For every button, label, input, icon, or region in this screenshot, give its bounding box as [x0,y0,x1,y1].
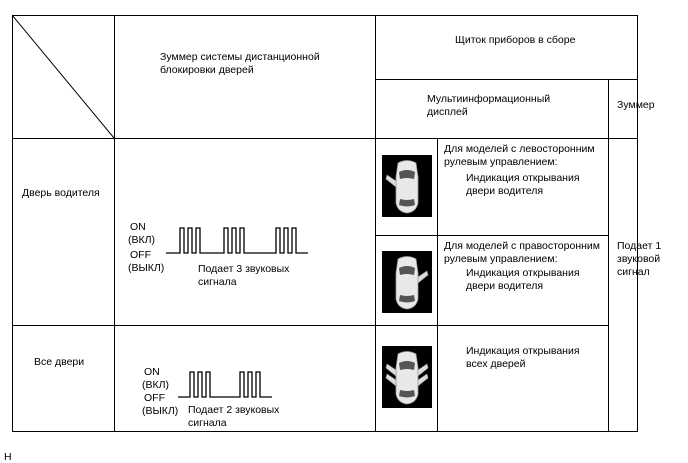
header-buzzer: Зуммер [617,99,655,111]
header-diagonal [12,15,115,139]
buzzer-cell-line2: звуковой [617,253,661,265]
off-label-ru: (ВЫКЛ) [128,262,165,274]
all-doors-indication-line1: Индикация открывания [466,345,580,357]
row-label-driver-door: Дверь водителя [22,187,100,199]
header-door-lock-buzzer-line1: Зуммер системы дистанционной [160,51,320,63]
buzzer-cell-line1: Подает 1 [617,240,662,252]
grid-line [375,235,609,236]
on-label: ON [144,366,160,378]
on-label-ru: (ВКЛ) [128,234,156,246]
header-door-lock-buzzer-line2: блокировки дверей [160,64,254,76]
car-all-doors-open-icon [382,346,432,408]
grid-line [12,325,609,326]
grid-line [637,15,638,432]
header-instrument-cluster: Щиток приборов в сборе [455,34,576,46]
grid-line [437,138,438,431]
lhd-text-line1: Для моделей с левосторонним [444,143,595,155]
lhd-text-line2: рулевым управлением: [444,156,558,168]
off-label-ru: (ВЫКЛ) [142,405,179,417]
pulse-waveform-2 [178,369,278,399]
grid-line [375,79,638,80]
beeps-text-line1: Подает 2 звуковых [188,404,280,416]
row-label-all-doors: Все двери [34,356,85,368]
lhd-text-line4: двери водителя [466,185,544,197]
buzzer-cell-line3: сигнал [617,266,650,278]
all-doors-indication-line2: всех дверей [466,358,526,370]
off-label: OFF [130,249,151,261]
header-multi-display-line1: Мультиинформационный [427,93,551,105]
lhd-text-line3: Индикация открывания [466,172,580,184]
on-label: ON [130,221,146,233]
grid-line [608,79,609,432]
beeps-text-line2: сигнала [188,417,227,429]
footnote-code: H [4,451,12,463]
grid-line [375,15,376,432]
car-driver-door-open-left-icon [382,155,432,217]
rhd-text-line2: рулевым управлением: [444,253,558,265]
rhd-text-line3: Индикация открывания [466,267,580,279]
car-driver-door-open-right-icon [382,251,432,313]
beeps-text-line2: сигнала [198,276,237,288]
pulse-waveform-3 [166,225,311,255]
rhd-text-line1: Для моделей с правосторонним [444,240,601,252]
beeps-text-line1: Подает 3 звуковых [198,263,290,275]
off-label: OFF [144,392,165,404]
rhd-text-line4: двери водителя [466,280,544,292]
header-multi-display-line2: дисплей [427,106,468,118]
on-label-ru: (ВКЛ) [142,379,170,391]
grid-line [12,431,638,432]
